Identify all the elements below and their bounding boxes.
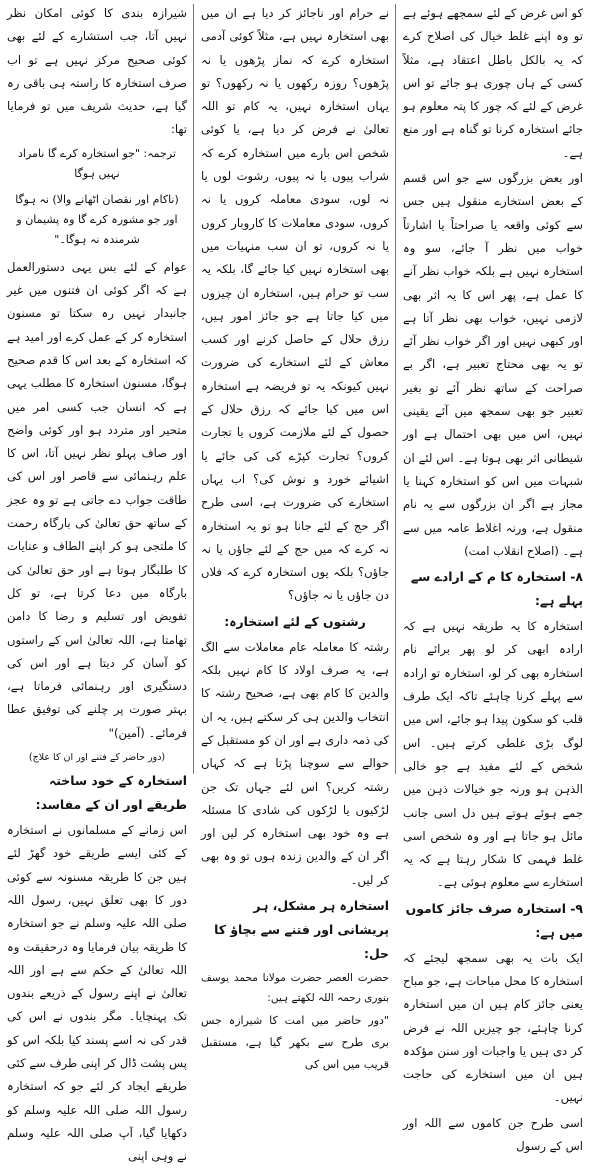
section-heading: ۹- استخارہ صرف جائز کاموں میں ہے: [405,900,583,940]
paragraph: رشتہ کا معاملہ عام معاملات سے الگ ہے، یہ صرف اولاد کا کام نہیں بلکہ والدین کا کام بھی ہے، صحیح رشتہ کا انتخاب والدین ہی کر سکتے ہیں، یہ ان کی ذمہ داری ہے اور ان کو مستقبل کے حوالے سے سوچنا پڑتا ہے کہ کہاں رشتہ کریں؟ اس لئے جہاں تک جن لڑکیوں یا لڑکوں کی شادی کا مسئلہ ہے وہ خود بھی استخارہ کر لیں اور اگر ان کے والدین زندہ ہوں تو وہ بھی کر لیں۔ [201,639,389,887]
column-left [4,2,190,1164]
column-middle [198,2,392,1071]
paragraph: اسی طرح جن کاموں سے اللہ اور اس کے رسول [403,1115,583,1154]
paragraph: استخارہ کا یہ طریقہ نہیں ہے کہ ارادہ ابھی کر لو پھر برائے نام استخارہ بھی کر لو، استخارہ تو ارادہ سے پہلے کرنا چاہئے تاکہ ایک طرف قلب کو سکون پیدا ہو جائے، اس میں لوگ بڑی غلطی کرتے ہیں۔ اس شخص کے لئے مفید ہے جو خالی الذہن ہو ورنہ جو خیالات ذہن میں جمے ہوئے ہوتے ہیں دل اسی جانب مائل ہو جاتا ہے اور وہ شخص اسی غلط فہمی کا شکار رہتا ہے کہ یہ استخارے سے معلوم ہوئی ہے۔ [403,619,583,890]
column-divider [193,4,194,774]
section-heading: ۸- استخارہ کا م کے ارادے سے پہلے ہے: [410,569,583,609]
paragraph: شیرازہ بندی کا کوئی امکان نظر نہیں آتا، جب استشارے کے لئے بھی کوئی صحیح مرکز نہیں ہے تو اب صرف استخارہ کا راستہ ہی باقی رہ گیا ہے، حدیث شریف میں تو فرمایا تھا: [7,6,187,137]
paragraph: کو اس غرض کے لئے سمجھے ہوئے ہے تو وہ اپنے غلط خیال کی اصلاح کرے کہ یہ بالکل باطل اعتقاد ہے، مثلاً کسی کے ہاں چوری ہو جائے تو اس غرض کے لئے کہ چور کا پتہ معلوم ہو جائے استخارہ کرنا تو گناہ ہے اور منع ہے۔ [403,6,583,160]
attribution: حضرت العصر حضرت مولانا محمد یوسف بنوری رحمہ اللہ لکھتے ہیں: [201,971,389,1004]
paragraph: عوام کے لئے بس یہی دستورالعمل ہے کہ اگر کوئی ان فتنوں میں غیر جانبدار نہیں رہ سکتا تو مسنون استخارہ کر کے عمل کرے اور امید ہے کہ استخارہ کے بعد اس کا قدم صحیح ہوگا، مسنون استخارہ کا مطلب یہی ہے کہ انسان جب کسی امر میں متحیر اور متردد ہو اور کوئی واضح اور صاف پہلو نظر نہیں آتا، اس کا علم رہنمائی سے قاصر اور اس کی طاقت جواب دے جاتی ہے تو وہ عجز کے ساتھ حق تعالیٰ کی بارگاہ رحمت کا ملتجی ہو کر اپنے الطاف و عنایات کا طلبگار ہوتا ہے اور حق تعالیٰ کی بارگاہ میں دعا کرتا ہے، تو کل تفویض اور تسلیم و رضا کا دامن تھامتا ہے، اللہ تعالیٰ اس کے راستوں کو آسان کر دیتا ہے اور اس کی دستگیری اور رہنمائی فرماتا ہے، بہتر صورت پر چلنے کی توفیق عطا فرمائے۔ (آمین)" [7,259,187,740]
quotation: "دور حاضر میں امت کا شیرازہ جس بری طرح سے بکھر گیا ہے، مستقبل قریب میں اس کی [201,1013,389,1071]
paragraph: اور بعض بزرگوں سے جو اس قسم کے بعض استخارے منقول ہیں جس سے کوئی واقعہ یا صراحتاً یا اشارتاً خواب میں نظر آ جائے، سو وہ استخارہ نہیں ہے بلکہ خواب نظر آنے کا عمل ہے، پھر اس کا یہ اثر بھی لازمی نہیں، خواب بھی نظر آتا ہے اور کبھی نہیں اور اگر خواب نظر آئے تو یہ بھی محتاج تعبیر ہے، اگر بے صراحت کے ساتھ نظر آئے تو بغیر تعبیر جو بھی سمجھ میں آئے یقینی نہیں، اس میں بھی احتمال ہے اور شیطانی اثر بھی ہوتا ہے۔ اس لئے ان شبہات میں اس کو استخارہ کہنا یا مجاز ہے اگر ان بزرگوں سے یہ نام منقول ہے، ورنہ اغلاط عامہ میں سے ہے۔ (اصلاح انقلاب امت) [403,171,583,558]
column-right [400,2,586,1154]
paragraph: نے حرام اور ناجائز کر دیا ہے ان میں بھی استخارہ نہیں ہے، مثلاً کوئی آدمی استخارہ کرے کہ نماز پڑھوں یا نہ پڑھوں؟ روزہ رکھوں یا نہ رکھوں؟ تو یہاں استخارہ نہیں، یہ کام تو اللہ تعالیٰ نے فرض کر دیا ہے، یا کوئی شخص اس بارے میں استخارہ کرے کہ شراب پیوں یا نہ پیوں، رشوت لوں یا نہ لوں، سودی معاملہ کروں یا نہ کروں، سودی معاملات کا کاروبار کروں یا نہ کروں، تو ان سب منہیات میں بھی استخارہ نہیں کیا جائے گا، بلکہ یہ سب تو حرام ہیں، استخارہ ان چیزوں میں کیا جاتا ہے جو جائز امور ہیں، رزق حلال کے حاصل کرنے اور کسب معاش کے لئے استخارے کی ضرورت نہیں کیونکہ یہ تو فریضہ ہے استخارہ اس میں کیا جائے کہ رزق حلال کے حصول کے لئے ملازمت کروں یا تجارت کروں؟ تجارت کپڑے کی کی جائے یا اشیائے خورد و نوش کی؟ اب یہاں استخارے کی ضرورت ہے، اسی طرح اگر حج کے لئے جانا ہو تو یہ استخارہ نہ کرے کہ میں حج کے لئے جاؤں یا نہ جاؤں؟ بلکہ یوں استخارہ کرے کہ فلاں دن جاؤں یا نہ جاؤں؟ [201,6,389,603]
source-reference: (دور حاضر کے فتنے اور ان کا علاج) [28,752,166,764]
section-heading: استخارہ ہر مشکل، ہر پریشانی اور فتنے سے بچاؤ کا حل: [214,897,389,961]
hadith-translation: ترجمہ: "جو استخارہ کرے گا نامراد نہیں ہوگا [18,146,176,180]
paragraph: اس زمانے کے مسلمانوں نے استخارہ کے کئی ایسے طریقے خود گھڑ لئے ہیں جن کا طریقہ مسنونہ سے کوئی دور کا بھی تعلق نہیں، رسول اللہ صلی اللہ علیہ وسلم نے جو استخارہ کا طریقہ بیان فرمایا وہ درحقیقت وہ اللہ تعالیٰ کے حکم سے ہے اور اللہ تعالیٰ نے اپنے رسول کے ذریعے بندوں تک پہنچایا۔ مگر بندوں نے اس کی قدر کی نہ اسے پسند کیا بلکہ اس کو پس پشت ڈال کر اپنی طرف سے کئی طریقے ایجاد کر لئے جو کہ استخارہ رسول اللہ صلی اللہ علیہ وسلم کو دکھایا گیا، آپ صلی اللہ علیہ وسلم نے وہی اپنی [7,823,187,1164]
column-divider [395,4,396,774]
hadith-translation-continued: (ناکام اور نقصان اٹھانے والا) نہ ہوگا اور جو مشورہ کرے گا وہ پشیمان و شرمندہ نہ ہوگا۔" [15,192,179,246]
section-heading: استخارہ کے خود ساختہ طریقے اور ان کے مفاسد: [35,773,187,813]
section-heading: رشتوں کے لئے استخارہ: [224,613,366,629]
paragraph: ایک بات یہ بھی سمجھ لیجئے کہ استخارہ کا محل مباحات ہے، جو مباح یعنی جائز کام ہیں ان میں استخارہ کرنا چاہئے، جو چیزیں اللہ نے فرض کر دی ہیں یا واجبات اور سنن مؤکدہ ہیں ان میں استخارے کی حاجت نہیں۔ [403,950,583,1105]
